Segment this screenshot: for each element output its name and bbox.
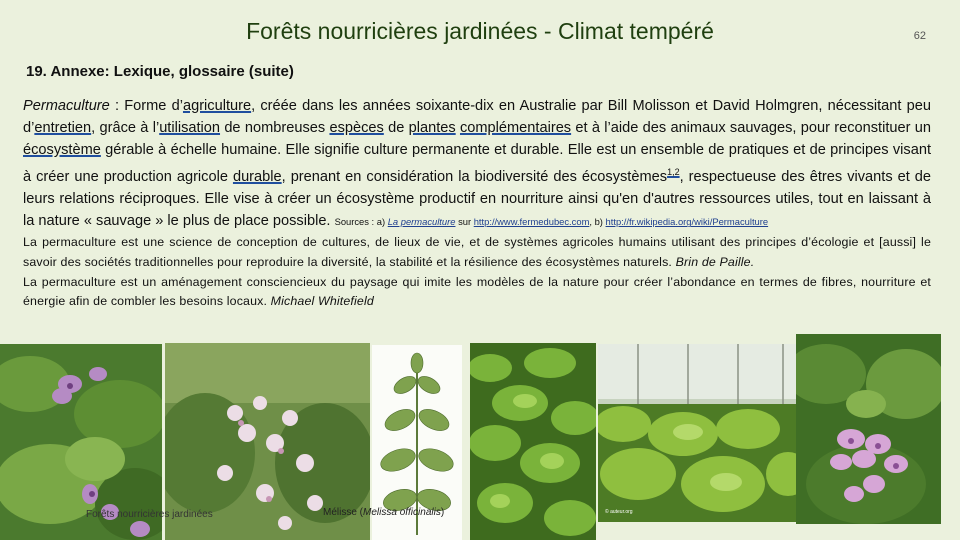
link-entretien[interactable]: entretien (34, 120, 92, 137)
footer-text: Forêts nourricières jardinées (86, 509, 213, 520)
link-utilisation[interactable]: utilisation (159, 120, 221, 137)
link-durable[interactable]: durable (232, 169, 282, 186)
plant-photo-herb (470, 343, 596, 540)
glossary-body (23, 95, 931, 311)
quote-author: Michael Whitefield (270, 293, 374, 308)
definition-paragraph: Permaculture : Forme d’agriculture, créée dans les années soixante-dix en Australie par Bill Molisson et David Holmgren, nécessitant peu d’entretien, grâce à l’utilisation de nombreuses espèces de plantes complémentaires et à l’aide des animaux sauvages, pour reconstituer un écosystème gérable à échelle humaine. Elle signifie culture permanente et durable. Elle est un ensemble de pratiques et de principes visant à créer une production agricole durable, prenant en considération la biodiversité des écosystèmes$^{1,2}$, respectueuse des êtres vivants et de leurs relations réciproques. Elle vise à créer un écosystème productif en nourriture ainsi qu'en d'autres ressources utiles, tout en laissant à la nature « sauvage » le plus de place possible. Sources : a) La permaculture sur http://www.fermedubec.com, b) http://fr.wikipedia.org/wiki/Permaculture (23, 98, 932, 230)
link-ecosysteme[interactable]: écosystème (23, 142, 101, 159)
quote-brin-de-paille: La permaculture est une science de conception de cultures, de lieux de vie, et de systèmes agricoles humains utilisant des principes d’écologie et [aussi] le savoir des sociétés traditionnelles pour reproduire la diversité, la stabilité et la résilience des écosystèmes naturels. Brin de Paille. (23, 235, 931, 270)
term: Permaculture (23, 98, 110, 114)
link-agriculture[interactable]: agriculture (182, 98, 252, 114)
sources: Sources : a) La permaculture sur http://www.fermedubec.com, b) http://fr.wikipedia.org/wiki/Permaculture (334, 216, 769, 228)
link-complementaires[interactable]: complémentaires (459, 120, 572, 137)
quote-whitefield: La permaculture est un aménagement consciencieux du paysage qui imite les modèles de la nature pour créer l’abondance en termes de fibres, nourriture et énergie afin de combler les besoins locaux. Michael Whitefield (23, 274, 931, 308)
footnote-ref[interactable]: 1,2 (667, 167, 680, 178)
quote-author: Brin de Paille. (675, 255, 755, 270)
section-title: 19. Annexe: Lexique, glossaire (suite) (26, 63, 294, 80)
plant-photo-greenhouse (598, 344, 801, 522)
source-a-url[interactable]: http://www.fermedubec.com (473, 216, 590, 228)
source-b-url[interactable]: http://fr.wikipedia.org/wiki/Permaculture (605, 216, 769, 228)
source-a-title[interactable]: La permaculture (387, 216, 456, 228)
link-plantes[interactable]: plantes (408, 120, 456, 137)
page-title: Forêts nourricières jardinées - Climat tempéré (246, 18, 714, 44)
plant-photo-lamium (796, 334, 941, 524)
link-especes[interactable]: espèces (329, 120, 384, 137)
photo-credit: © auteur.org (605, 509, 633, 515)
page-number: 62 (913, 30, 926, 42)
figure-caption: Mélisse (Melissa officinalis) (323, 507, 445, 518)
